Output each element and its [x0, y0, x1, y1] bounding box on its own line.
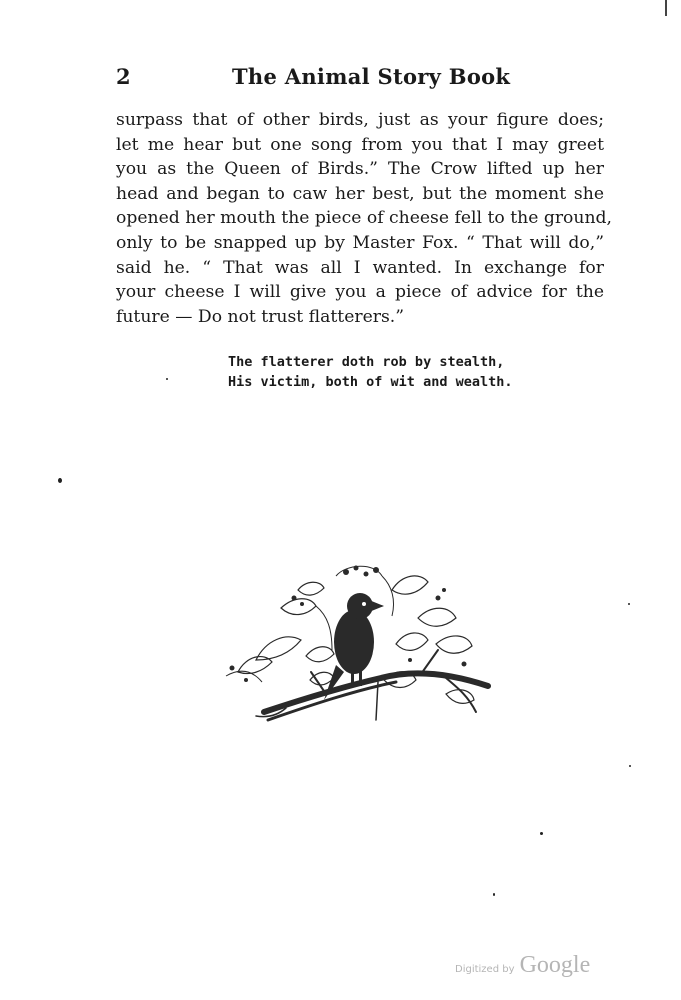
crow-eye: [362, 602, 366, 606]
speck: [493, 893, 495, 896]
google-logo-text: Google: [519, 952, 591, 978]
crow: [324, 593, 384, 700]
speck: [628, 603, 630, 605]
text-line: let me hear but one song from you that I may greet: [116, 134, 604, 155]
text-line: only to be snapped up by Master Fox. “ That will do,”: [116, 232, 604, 253]
story-paragraph: [116, 108, 613, 329]
running-title: The Animal Story Book: [232, 64, 511, 89]
page-edge-mark: [665, 0, 667, 16]
speck: [166, 378, 168, 380]
watermark-prefix: Digitized by: [455, 964, 515, 975]
text-line: surpass that of other birds, just as your figure does;: [116, 110, 604, 130]
page-number: 2: [116, 64, 131, 89]
speck: [58, 478, 62, 483]
digitized-by-google-watermark: [455, 952, 590, 979]
crow-on-branch-illustration: [206, 560, 498, 728]
text-line: your cheese I will give you a piece of advice for the: [116, 282, 604, 303]
speck: [540, 832, 543, 835]
moral-verse: [228, 352, 512, 392]
text-line: you as the Queen of Birds.” The Crow lifted up her: [116, 159, 604, 180]
verse-line: The flatterer doth rob by stealth,: [228, 354, 505, 370]
branch: [256, 650, 488, 720]
text-line: said he. “ That was all I wanted. In exchange for: [116, 257, 604, 278]
text-line: opened her mouth the piece of cheese fell to the ground,: [116, 208, 613, 229]
speck: [629, 765, 631, 767]
verse-line: His victim, both of wit and wealth.: [228, 374, 513, 390]
text-line: head and began to caw her best, but the moment she: [116, 183, 604, 204]
text-line: future — Do not trust flatterers.”: [116, 306, 405, 327]
